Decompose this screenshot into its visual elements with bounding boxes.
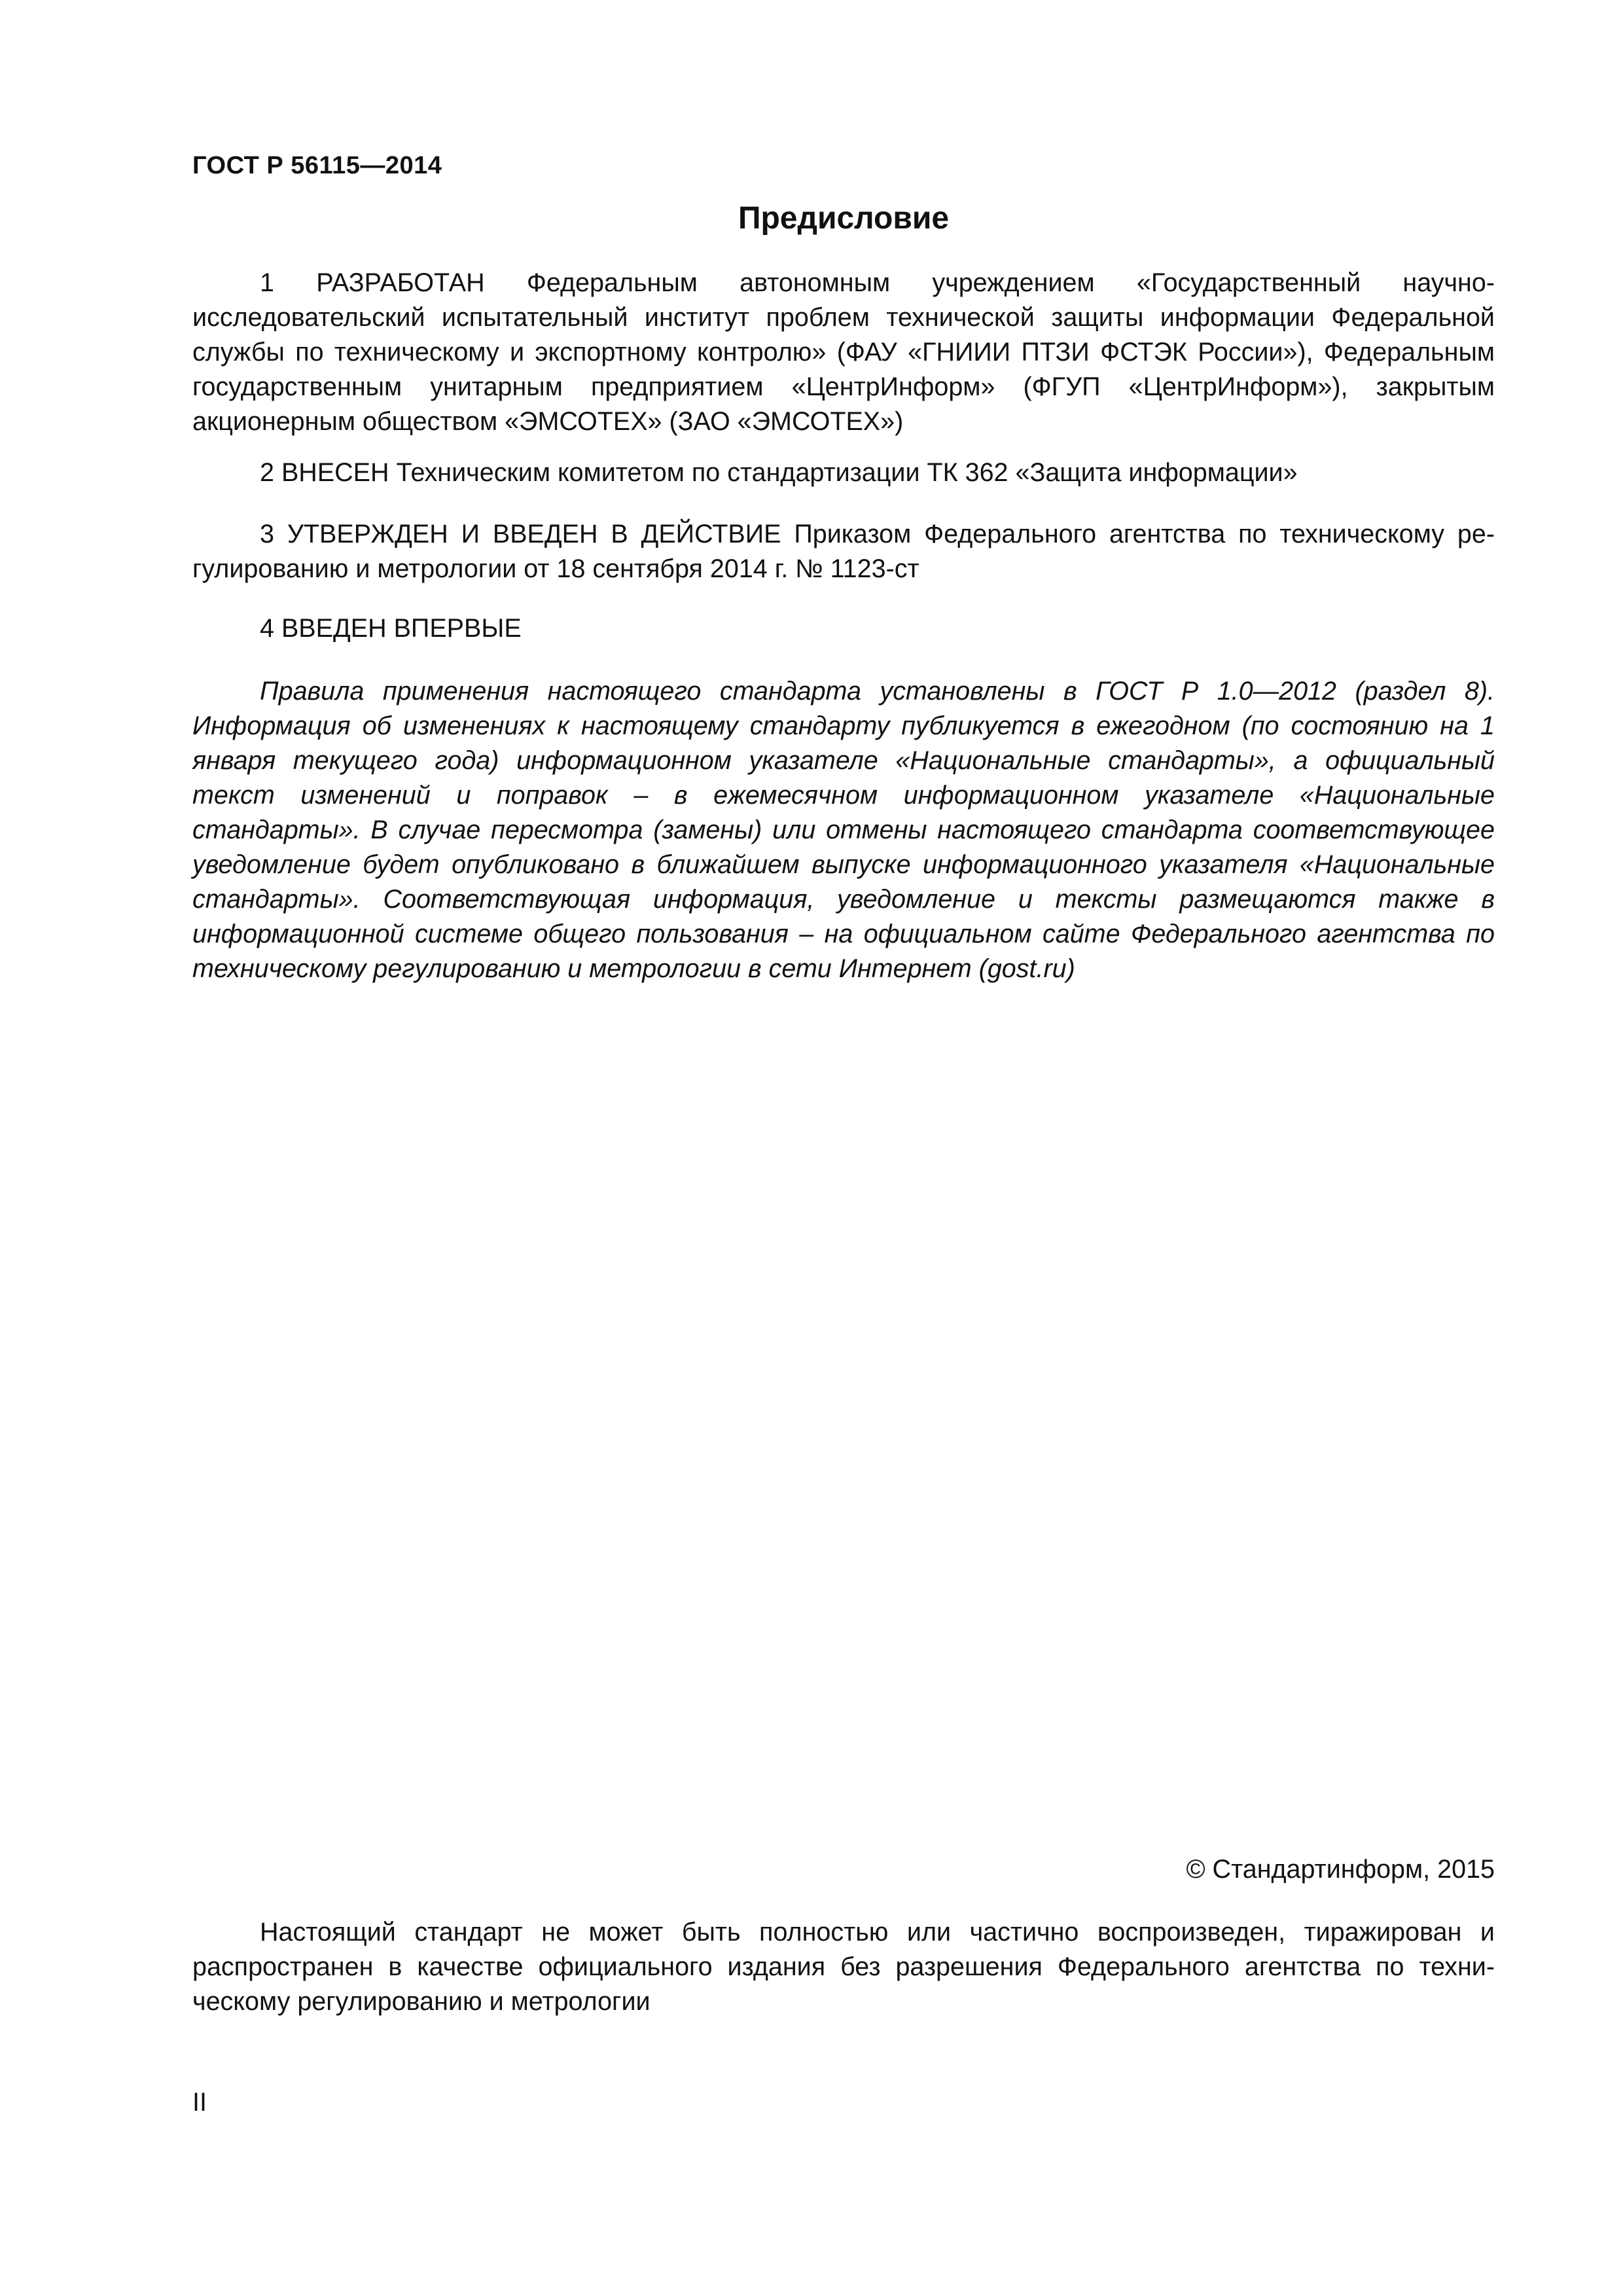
foreword-item-introduced: 4 ВВЕДЕН ВПЕРВЫЕ: [260, 614, 522, 643]
foreword-item-submitted: 2 ВНЕСЕН Техническим комитетом по стандартизации ТК 362 «Защита информации»: [260, 458, 1298, 487]
application-rules-note: Правила применения настоящего стандарта установлены в ГОСТ Р 1.0—2012 (раздел 8). Информация об изменениях к настоящему стандарту публикуется в ежегодном (по состоянию на 1 января текущего года) информационном указателе «Национальные стандарты», а официальный текст изменений и поправок – в ежемесячном информационном указателе «Национальные стандарты». В случае пересмотра (замены) или отмены настоящего стандарта соответствующее уведомление будет опубликовано в ближайшем выпуске информационного указателя «Национальные стандарты». Соответствующая информация, уведомление и тексты размещаются также в информационной системе общего пользования – на официальном сайте Федерального агентства по техническому регулированию и метрологии в сети Интернет (gost.ru): [192, 677, 1495, 983]
foreword-item-developed: 1 РАЗРАБОТАН Федеральным автономным учреждением «Государственный научно-исследовательский испытательный институт проблем технической защиты информации Федеральной службы по техническому и экспортному контролю» (ФАУ «ГНИИИ ПТЗИ ФСТЭК России»), Федеральным государственным унитарным предприятием «ЦентрИнформ» (ФГУП «ЦентрИнформ»), закрытым акционерным обществом «ЭМСОТЕХ» (ЗАО «ЭМСОТЕХ»): [192, 268, 1495, 436]
page-number: II: [192, 2088, 207, 2117]
standard-code-header: ГОСТ Р 56115—2014: [192, 152, 442, 179]
reproduction-rights-notice: Настоящий стандарт не может быть полностью или частично воспроизведен, тиражирован и распространен в качестве официального издания без разрешения Федерального агентства по техническому регулированию и метрологии: [192, 1918, 1495, 2016]
page-title: Предисловие: [738, 201, 950, 236]
copyright-line: © Стандартинформ, 2015: [1186, 1855, 1495, 1884]
foreword-item-approved: 3 УТВЕРЖДЕН И ВВЕДЕН В ДЕЙСТВИЕ Приказом Федерального агентства по техническому регулированию и метрологии от 18 сентября 2014 г. № 1123-ст: [192, 520, 1495, 583]
